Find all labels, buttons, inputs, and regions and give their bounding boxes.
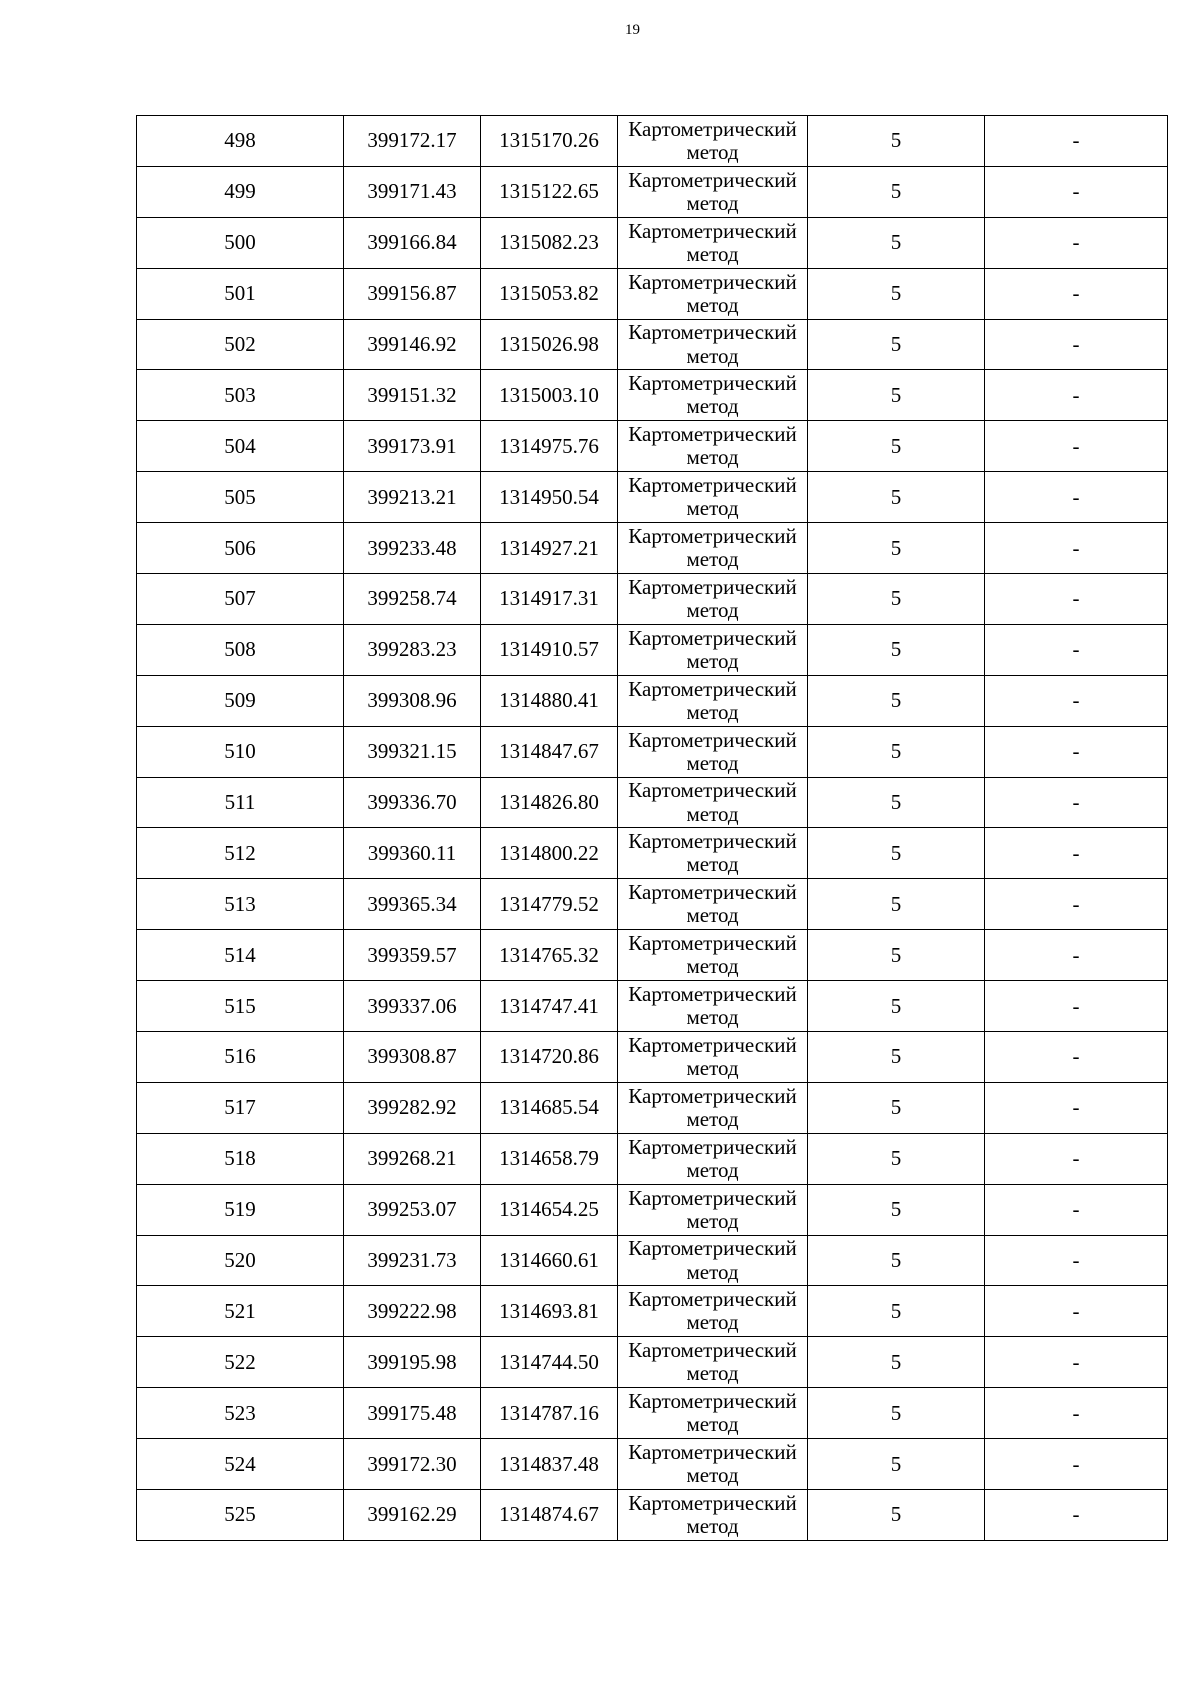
method-text-line2: метод [686,750,739,775]
point-number-cell: 518 [137,1133,344,1184]
y-coordinate-cell: 1314744.50 [481,1337,618,1388]
note-cell: - [985,319,1168,370]
method-cell [618,1490,808,1541]
method-text-line2: метод [686,1106,739,1131]
method-cell [618,1032,808,1083]
y-coordinate-cell: 1315003.10 [481,370,618,421]
table-row [137,116,1168,167]
point-number-cell: 511 [137,777,344,828]
method-cell [618,879,808,930]
method-cell [618,370,808,421]
method-text-line1: Картометрический [628,473,797,498]
x-coordinate-cell: 399360.11 [344,828,481,879]
note-cell: - [985,574,1168,625]
method-cell [618,472,808,523]
x-coordinate-cell: 399162.29 [344,1490,481,1541]
point-number-cell: 513 [137,879,344,930]
x-coordinate-cell: 399173.91 [344,421,481,472]
point-number-cell: 501 [137,268,344,319]
note-cell: - [985,1235,1168,1286]
method-cell [618,675,808,726]
x-coordinate-cell: 399146.92 [344,319,481,370]
table-row [137,523,1168,574]
accuracy-cell: 5 [808,981,985,1032]
method-text-line1: Картометрический [628,1236,797,1261]
y-coordinate-cell: 1314880.41 [481,675,618,726]
page-number: 19 [625,22,640,38]
point-number-cell: 500 [137,217,344,268]
method-cell [618,217,808,268]
method-cell [618,624,808,675]
method-text-line2: метод [686,1208,739,1233]
method-text-line1: Картометрический [628,371,797,396]
table-row [137,1337,1168,1388]
note-cell: - [985,1490,1168,1541]
note-cell: - [985,777,1168,828]
x-coordinate-cell: 399321.15 [344,726,481,777]
x-coordinate-cell: 399156.87 [344,268,481,319]
method-text-line1: Картометрический [628,574,797,599]
method-cell [618,726,808,777]
coordinates-table-body [137,116,1168,1541]
method-text-line2: метод [686,699,739,724]
point-number-cell: 515 [137,981,344,1032]
table-row [137,624,1168,675]
y-coordinate-cell: 1314658.79 [481,1133,618,1184]
table-row [137,319,1168,370]
method-cell [618,1439,808,1490]
point-number-cell: 520 [137,1235,344,1286]
point-number-cell: 512 [137,828,344,879]
method-text-line2: метод [686,903,739,928]
table-row [137,574,1168,625]
table-row [137,828,1168,879]
y-coordinate-cell: 1314837.48 [481,1439,618,1490]
x-coordinate-cell: 399151.32 [344,370,481,421]
x-coordinate-cell: 399195.98 [344,1337,481,1388]
method-text-line2: метод [686,496,739,521]
method-text-line1: Картометрический [628,523,797,548]
table-row [137,1184,1168,1235]
note-cell: - [985,981,1168,1032]
x-coordinate-cell: 399359.57 [344,930,481,981]
method-text-line2: метод [686,292,739,317]
method-cell [618,930,808,981]
method-text-line2: метод [686,190,739,215]
x-coordinate-cell: 399308.96 [344,675,481,726]
note-cell: - [985,1032,1168,1083]
method-text-line1: Картометрический [628,1440,797,1464]
table-row [137,777,1168,828]
method-text-line1: Картометрический [628,727,797,752]
point-number-cell: 514 [137,930,344,981]
method-text-line1: Картометрический [628,1389,797,1414]
method-text-line2: метод [686,1463,739,1488]
table-row [137,268,1168,319]
table-row [137,1133,1168,1184]
point-number-cell: 519 [137,1184,344,1235]
note-cell: - [985,1082,1168,1133]
method-text-line1: Картометрический [628,1338,797,1363]
method-text-line1: Картометрический [628,1490,797,1515]
y-coordinate-cell: 1314720.86 [481,1032,618,1083]
accuracy-cell: 5 [808,1184,985,1235]
method-cell [618,116,808,167]
x-coordinate-cell: 399308.87 [344,1032,481,1083]
y-coordinate-cell: 1315082.23 [481,217,618,268]
method-text-line2: метод [686,1157,739,1182]
accuracy-cell: 5 [808,319,985,370]
table-row [137,1388,1168,1439]
x-coordinate-cell: 399172.30 [344,1439,481,1490]
note-cell: - [985,523,1168,574]
accuracy-cell: 5 [808,726,985,777]
y-coordinate-cell: 1315026.98 [481,319,618,370]
accuracy-cell: 5 [808,166,985,217]
accuracy-cell: 5 [808,675,985,726]
method-cell [618,166,808,217]
table-row [137,217,1168,268]
method-text-line2: метод [686,648,739,673]
method-cell [618,1082,808,1133]
table-row [137,370,1168,421]
x-coordinate-cell: 399268.21 [344,1133,481,1184]
accuracy-cell: 5 [808,574,985,625]
table-row [137,981,1168,1032]
method-cell [618,1235,808,1286]
accuracy-cell: 5 [808,879,985,930]
note-cell: - [985,1337,1168,1388]
y-coordinate-cell: 1314847.67 [481,726,618,777]
method-cell [618,981,808,1032]
method-cell [618,268,808,319]
method-cell [618,1184,808,1235]
point-number-cell: 510 [137,726,344,777]
y-coordinate-cell: 1314927.21 [481,523,618,574]
table-row [137,166,1168,217]
accuracy-cell: 5 [808,370,985,421]
accuracy-cell: 5 [808,523,985,574]
y-coordinate-cell: 1314950.54 [481,472,618,523]
method-text-line1: Картометрический [628,981,797,1006]
point-number-cell: 521 [137,1286,344,1337]
table-row [137,726,1168,777]
note-cell: - [985,370,1168,421]
note-cell: - [985,1184,1168,1235]
note-cell: - [985,828,1168,879]
method-text-line1: Картометрический [628,422,797,447]
method-text-line2: метод [686,852,739,877]
accuracy-cell: 5 [808,1235,985,1286]
accuracy-cell: 5 [808,1286,985,1337]
accuracy-cell: 5 [808,1439,985,1490]
x-coordinate-cell: 399365.34 [344,879,481,930]
x-coordinate-cell: 399283.23 [344,624,481,675]
note-cell: - [985,472,1168,523]
point-number-cell: 504 [137,421,344,472]
y-coordinate-cell: 1314693.81 [481,1286,618,1337]
point-number-cell: 499 [137,166,344,217]
note-cell: - [985,624,1168,675]
accuracy-cell: 5 [808,930,985,981]
table-row [137,930,1168,981]
x-coordinate-cell: 399336.70 [344,777,481,828]
method-cell [618,319,808,370]
method-cell [618,1337,808,1388]
method-cell [618,1286,808,1337]
method-text-line2: метод [686,139,739,164]
accuracy-cell: 5 [808,1490,985,1541]
y-coordinate-cell: 1314747.41 [481,981,618,1032]
method-text-line1: Картометрический [628,320,797,345]
y-coordinate-cell: 1314874.67 [481,1490,618,1541]
point-number-cell: 523 [137,1388,344,1439]
method-text-line2: метод [686,343,739,368]
point-number-cell: 503 [137,370,344,421]
method-cell [618,1388,808,1439]
method-cell [618,523,808,574]
table-row [137,1490,1168,1541]
method-text-line2: метод [686,801,739,826]
x-coordinate-cell: 399172.17 [344,116,481,167]
point-number-cell: 522 [137,1337,344,1388]
y-coordinate-cell: 1314779.52 [481,879,618,930]
accuracy-cell: 5 [808,1133,985,1184]
x-coordinate-cell: 399171.43 [344,166,481,217]
y-coordinate-cell: 1315122.65 [481,166,618,217]
method-text-line2: метод [686,1055,739,1080]
table-row [137,421,1168,472]
x-coordinate-cell: 399166.84 [344,217,481,268]
note-cell: - [985,421,1168,472]
table-row [137,675,1168,726]
accuracy-cell: 5 [808,1032,985,1083]
y-coordinate-cell: 1314800.22 [481,828,618,879]
method-text-line2: метод [686,445,739,470]
x-coordinate-cell: 399282.92 [344,1082,481,1133]
method-text-line2: метод [686,954,739,979]
point-number-cell: 509 [137,675,344,726]
method-text-line1: Картометрический [628,1083,797,1108]
method-text-line1: Картометрический [628,931,797,956]
note-cell: - [985,1439,1168,1490]
coordinates-table [136,115,1168,1541]
method-text-line2: метод [686,597,739,622]
point-number-cell: 507 [137,574,344,625]
note-cell: - [985,930,1168,981]
method-text-line1: Картометрический [628,880,797,905]
table-row [137,879,1168,930]
method-text-line2: метод [686,1361,739,1386]
accuracy-cell: 5 [808,472,985,523]
y-coordinate-cell: 1314765.32 [481,930,618,981]
x-coordinate-cell: 399337.06 [344,981,481,1032]
note-cell: - [985,166,1168,217]
y-coordinate-cell: 1315170.26 [481,116,618,167]
method-text-line1: Картометрический [628,269,797,294]
table-row [137,1439,1168,1490]
table-row [137,1082,1168,1133]
method-text-line2: метод [686,1412,739,1437]
point-number-cell: 505 [137,472,344,523]
table-row [137,1235,1168,1286]
y-coordinate-cell: 1314826.80 [481,777,618,828]
note-cell: - [985,675,1168,726]
accuracy-cell: 5 [808,1388,985,1439]
method-cell [618,421,808,472]
note-cell: - [985,879,1168,930]
table-row [137,1032,1168,1083]
point-number-cell: 516 [137,1032,344,1083]
method-text-line1: Картометрический [628,1185,797,1210]
method-text-line1: Картометрический [628,1032,797,1057]
x-coordinate-cell: 399222.98 [344,1286,481,1337]
y-coordinate-cell: 1314654.25 [481,1184,618,1235]
table-row [137,1286,1168,1337]
method-text-line2: метод [686,1259,739,1284]
x-coordinate-cell: 399175.48 [344,1388,481,1439]
y-coordinate-cell: 1314660.61 [481,1235,618,1286]
y-coordinate-cell: 1315053.82 [481,268,618,319]
x-coordinate-cell: 399258.74 [344,574,481,625]
table-row [137,472,1168,523]
method-text-line1: Картометрический [628,116,797,141]
method-text-line1: Картометрический [628,778,797,803]
method-text-line2: метод [686,547,739,572]
note-cell: - [985,726,1168,777]
accuracy-cell: 5 [808,217,985,268]
x-coordinate-cell: 399253.07 [344,1184,481,1235]
accuracy-cell: 5 [808,828,985,879]
method-cell [618,828,808,879]
note-cell: - [985,217,1168,268]
y-coordinate-cell: 1314910.57 [481,624,618,675]
method-text-line2: метод [686,241,739,266]
method-text-line1: Картометрический [628,1134,797,1159]
point-number-cell: 506 [137,523,344,574]
y-coordinate-cell: 1314685.54 [481,1082,618,1133]
method-text-line2: метод [686,1310,739,1335]
point-number-cell: 524 [137,1439,344,1490]
method-cell [618,777,808,828]
note-cell: - [985,1286,1168,1337]
accuracy-cell: 5 [808,421,985,472]
accuracy-cell: 5 [808,777,985,828]
point-number-cell: 508 [137,624,344,675]
method-text-line1: Картометрический [628,676,797,701]
accuracy-cell: 5 [808,116,985,167]
y-coordinate-cell: 1314975.76 [481,421,618,472]
method-text-line1: Картометрический [628,625,797,650]
method-text-line2: метод [686,394,739,419]
x-coordinate-cell: 399231.73 [344,1235,481,1286]
point-number-cell: 517 [137,1082,344,1133]
note-cell: - [985,1133,1168,1184]
x-coordinate-cell: 399233.48 [344,523,481,574]
method-text-line1: Картометрический [628,218,797,243]
y-coordinate-cell: 1314787.16 [481,1388,618,1439]
method-text-line1: Картометрический [628,1287,797,1312]
note-cell: - [985,1388,1168,1439]
method-text-line1: Картометрический [628,167,797,192]
accuracy-cell: 5 [808,1337,985,1388]
note-cell: - [985,268,1168,319]
method-text-line1: Картометрический [628,829,797,854]
point-number-cell: 498 [137,116,344,167]
method-cell [618,1133,808,1184]
accuracy-cell: 5 [808,268,985,319]
y-coordinate-cell: 1314917.31 [481,574,618,625]
point-number-cell: 502 [137,319,344,370]
accuracy-cell: 5 [808,1082,985,1133]
method-cell [618,574,808,625]
x-coordinate-cell: 399213.21 [344,472,481,523]
note-cell: - [985,116,1168,167]
accuracy-cell: 5 [808,624,985,675]
method-text-line2: метод [686,1005,739,1030]
point-number-cell: 525 [137,1490,344,1541]
method-text-line2: метод [686,1513,739,1538]
